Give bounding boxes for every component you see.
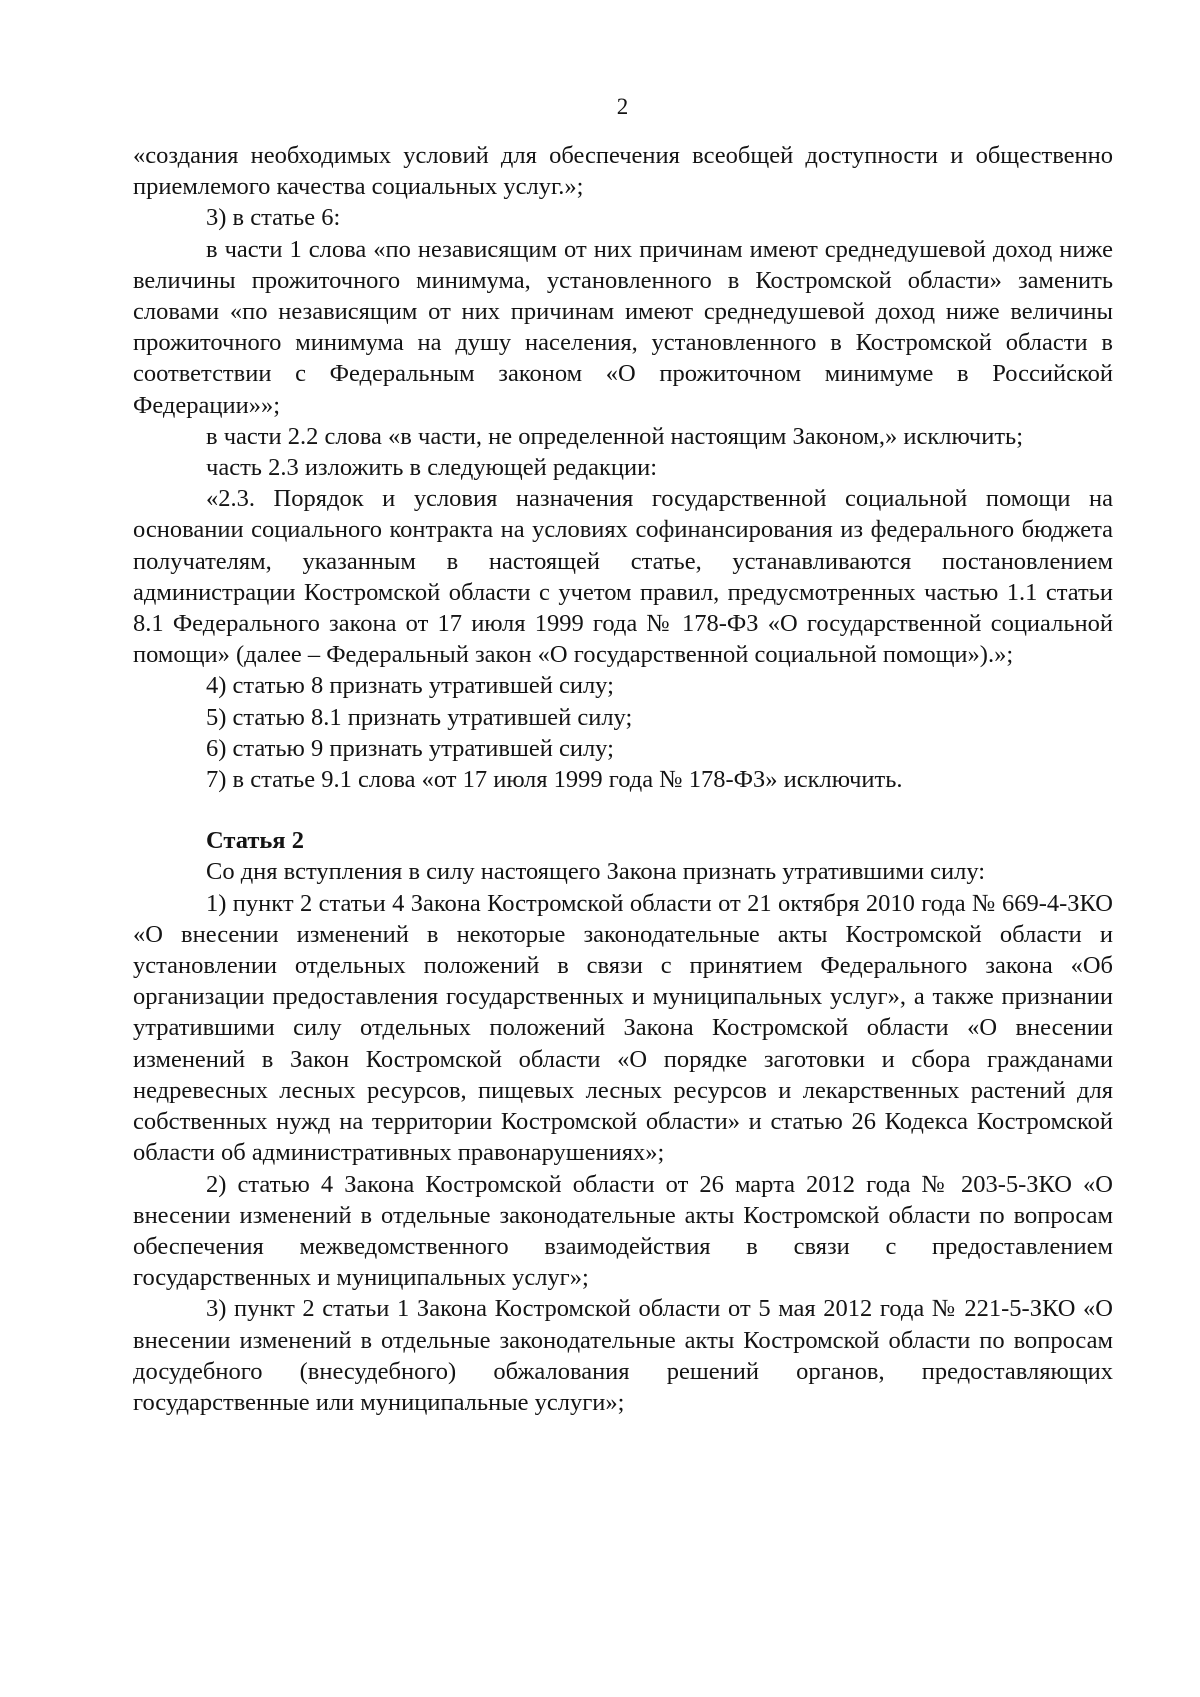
document-body	[133, 140, 1113, 1418]
paragraph-item-7: 7) в статье 9.1 слова «от 17 июля 1999 года № 178-ФЗ» исключить.	[206, 766, 903, 794]
paragraph-part-2-3-text: «2.3. Порядок и условия назначения государственной социальной помощи на основании социального контракта на условиях софинансирования из федерального бюджета получателям, указанным в настоящей статье, устанавливаются постановлением администрации Костромской области с учетом правил, предусмотренных частью 1.1 статьи 8.1 Федерального закона от 17 июля 1999 года № 178-ФЗ «О государственной социальной помощи» (далее – Федеральный закон «О государственной социальной помощи»).»;	[133, 485, 1113, 669]
page-number: 2	[616, 94, 629, 119]
paragraph-part-1-amendment: в части 1 слова «по независящим от них причинам имеют среднедушевой доход ниже величины прожиточного минимума, установленного в Костромской области» заменить словами «по независящим от них причинам имеют среднедушевой доход ниже величины прожиточного минимума на душу населения, установленного в Костромской области в соответствии с Федеральным законом «О прожиточном минимуме в Российской Федерации»»;	[133, 235, 1113, 419]
article-2-heading: Статья 2	[206, 827, 304, 855]
section-spacer	[133, 795, 1113, 825]
paragraph-item-4: 4) статью 8 признать утратившей силу;	[206, 672, 614, 700]
article-2-intro: Со дня вступления в силу настоящего Закона признать утратившими силу:	[206, 858, 986, 886]
paragraph-item-6: 6) статью 9 признать утратившей силу;	[206, 734, 614, 762]
article-2-item-2: 2) статью 4 Закона Костромской области от 26 марта 2012 года № 203-5-ЗКО «О внесении изменений в отдельные законодательные акты Костромской области по вопросам обеспечения межведомственного взаимодействия в связи с предоставлением государственных и муниципальных услуг»;	[133, 1170, 1113, 1292]
article-2-item-1: 1) пункт 2 статьи 4 Закона Костромской области от 21 октября 2010 года № 669-4-ЗКО «О внесении изменений в некоторые законодательные акты Костромской области и установлении отдельных положений в связи с принятием Федерального закона «Об организации предоставления государственных и муниципальных услуг», а также признании утратившими силу отдельных положений Закона Костромской области «О внесении изменений в Закон Костромской области «О порядке заготовки и сбора гражданами недревесных лесных ресурсов, пищевых лесных ресурсов и лекарственных растений для собственных нужд на территории Костромской области» и статью 26 Кодекса Костромской области об административных правонарушениях»;	[133, 889, 1113, 1167]
article-2-item-3: 3) пункт 2 статьи 1 Закона Костромской области от 5 мая 2012 года № 221-5-ЗКО «О внесении изменений в отдельные законодательные акты Костромской области по вопросам досудебного (внесудебного) обжалования решений органов, предоставляющих государственные или муниципальные услуги»;	[133, 1295, 1113, 1416]
paragraph-item-5: 5) статью 8.1 признать утратившей силу;	[206, 703, 633, 731]
paragraph-item-3: 3) в статье 6:	[206, 204, 341, 232]
paragraph-part-2-3-intro: часть 2.3 изложить в следующей редакции:	[206, 454, 658, 482]
paragraph-continuation: «создания необходимых условий для обеспечения всеобщей доступности и общественно приемлемого качества социальных услуг.»;	[133, 142, 1113, 201]
paragraph-part-2-2-amendment: в части 2.2 слова «в части, не определенной настоящим Законом,» исключить;	[206, 422, 1024, 450]
